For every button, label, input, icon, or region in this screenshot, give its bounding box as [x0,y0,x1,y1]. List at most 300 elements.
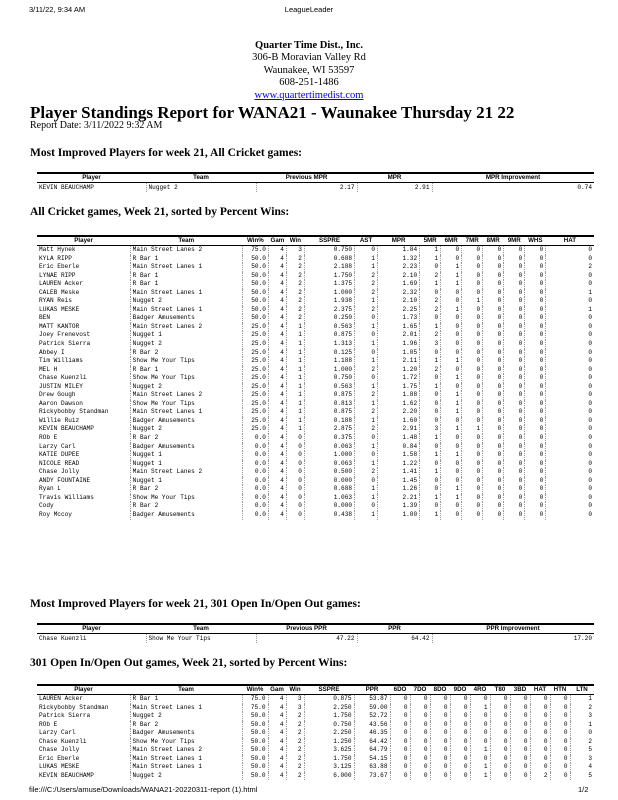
table-cell: 0 [525,434,546,443]
table-cell: 0 [286,434,304,443]
table-cell: KEVIN BEAUCHAMP [37,183,146,193]
table-cell: 0 [530,746,550,755]
table-cell: 2 [286,280,304,289]
table-cell: 0 [462,391,483,400]
table-cell: 0 [420,391,441,400]
table-cell: 4 [268,306,286,315]
table-cell: 1 [441,374,462,383]
table-cell: 0 [510,712,530,721]
table-cell: 0 [504,366,525,375]
table-cell: 0 [483,331,504,340]
table-cell: Main Street Lanes 2 [130,391,242,400]
table-cell: 2 [286,772,304,781]
table-cell: 2.17 [256,183,357,193]
table-cell: Nugget 1 [130,451,242,460]
table-cell: 0 [504,289,525,298]
table-cell: 0 [462,502,483,511]
table-cell: 1 [441,391,462,400]
table-cell: 2 [420,366,441,375]
column-header: SSPRE [304,685,354,695]
table-cell: 0 [588,468,592,476]
table-cell: R Bar 2 [130,434,242,443]
table-cell: 0 [504,306,525,315]
table-row [37,511,594,520]
table-row [37,331,594,340]
table-cell: 0 [525,314,546,323]
table-cell: 0 [450,763,470,772]
table-row [37,695,594,704]
table-cell: Nugget 1 [130,477,242,486]
table-cell: 0.063 [304,460,354,469]
column-header: AST [355,236,378,246]
table-row [37,502,594,511]
table-cell: 0 [462,314,483,323]
table-cell: 1 [462,425,483,434]
table-cell: 2.91 [357,183,432,193]
table-cell: 4 [268,323,286,332]
company-website-link[interactable]: www.quartertimedist.com [254,89,364,101]
table-cell: 0 [470,712,490,721]
table-cell: Main Street Lanes 1 [130,289,242,298]
table-cell: 0 [525,280,546,289]
table-cell: 0 [462,408,483,417]
table-cell: R Bar 2 [130,485,242,494]
table-cell: 25.0 [242,425,268,434]
table-cell: 0 [504,425,525,434]
table-cell: 0 [525,451,546,460]
table-cell: 2 [355,391,378,400]
table-cell: 0 [525,272,546,281]
table-cell: 6.000 [304,772,354,781]
table-cell: 0 [504,417,525,426]
table-cell: 1 [355,340,378,349]
table-cell: 1 [470,746,490,755]
table-cell: 3 [588,754,592,762]
table-cell: 2 [355,306,378,315]
table-cell: 0 [504,255,525,264]
table-cell: 52.72 [354,712,390,721]
table-cell: 59.00 [354,704,390,713]
table-cell: 2.32 [378,289,420,298]
table-cell: 0 [355,314,378,323]
table-cell: 2 [286,314,304,323]
table-row [37,263,594,272]
table-row [37,451,594,460]
table-cell: 0 [420,374,441,383]
table-cell: 0.563 [304,383,354,392]
table-cell: 0 [355,331,378,340]
table-cell: 4 [268,729,286,738]
table-cell: 1 [286,366,304,375]
table-cell: MEL H [37,366,130,375]
table-cell: 3 [286,246,304,255]
table-cell: Rickybobby Standman [37,408,130,417]
table-cell: 2 [286,255,304,264]
table-cell: 0 [510,772,530,781]
table-cell: 1.32 [378,255,420,264]
table-cell: 2.250 [304,704,354,713]
table-row [37,443,594,452]
report-date: Report Date: 3/11/2022 9:32 AM [30,120,163,131]
table-cell: 0 [504,502,525,511]
table-cell: 0 [483,280,504,289]
table-cell: 46.35 [354,729,390,738]
table-cell: 0 [286,502,304,511]
company-address-line1: 306-B Moravian Valley Rd [252,52,366,64]
improved-301-heading: Most Improved Players for week 21, 301 Open In/Open Out games: [30,598,361,610]
table-cell: 0 [450,755,470,764]
table-cell: 2 [286,272,304,281]
table-cell: 1 [286,331,304,340]
table-cell: 0 [588,408,592,416]
table-cell: 2.25 [378,306,420,315]
table-cell: 0 [530,712,550,721]
column-header: 8DO [430,685,450,695]
table-cell: 50.0 [242,306,268,315]
table-cell: 2 [420,306,441,315]
table-cell: 0 [420,443,441,452]
table-cell: 0 [483,494,504,503]
table-cell: 0 [483,400,504,409]
table-cell: 0 [441,383,462,392]
table-cell: 0 [450,746,470,755]
table-cell: 0 [525,263,546,272]
table-cell: 2 [355,272,378,281]
table-cell: 0 [588,314,592,322]
table-cell: 4 [268,502,286,511]
table-cell: 0 [550,738,570,747]
table-cell: 75.0 [242,246,268,255]
table-row [37,417,594,426]
table-cell: 0 [510,763,530,772]
column-header: Team [130,236,242,246]
table-cell: 2.375 [304,306,354,315]
table-cell: 0 [483,417,504,426]
table-cell: 0 [286,460,304,469]
table-cell: 0 [530,704,550,713]
table-cell: LAUREN Acker [37,695,130,704]
table-cell: 50.0 [242,280,268,289]
table-cell: 43.56 [354,721,390,730]
table-cell: KEVIN BEAUCHAMP [37,772,130,781]
table-cell: 2 [286,306,304,315]
table-cell: 4 [268,695,286,704]
table-cell: 2 [286,297,304,306]
table-row [37,712,594,721]
table-cell: 1 [420,255,441,264]
table-cell: 0 [355,477,378,486]
table-cell: LAUREN Acker [37,280,130,289]
table-cell: 0 [588,459,592,467]
table-cell: 0 [441,477,462,486]
table-row [37,746,594,755]
table-cell: 0 [588,485,592,493]
table-cell: 0.813 [304,400,354,409]
table-cell: 0 [504,263,525,272]
table-cell: 0 [483,502,504,511]
table-cell: 0 [504,374,525,383]
table-cell: 0.0 [242,434,268,443]
table-cell: 25.0 [242,374,268,383]
table-cell: 0 [504,477,525,486]
table-cell: Show Me Your Tips [146,634,256,644]
table-cell: 0 [504,443,525,452]
table-cell: 0 [504,511,525,520]
column-header: PPR Improvement [432,624,594,634]
table-cell: 0 [410,772,430,781]
table-cell: 1.750 [304,712,354,721]
table-row [37,297,594,306]
table-cell: 0.0 [242,443,268,452]
table-cell: 0 [490,712,510,721]
table-cell: Nugget 2 [130,425,242,434]
table-cell: 0 [530,738,550,747]
table-cell: Roy Mccoy [37,511,130,520]
table-cell: 0 [550,772,570,781]
table-cell: 0 [420,263,441,272]
table-cell: 1.00 [378,511,420,520]
table-cell: Chase Kuenzli [37,738,130,747]
column-header: LTN [570,685,594,695]
table-row [37,280,594,289]
table-cell: 0 [390,738,410,747]
table-cell: 0 [483,263,504,272]
table-cell: 0 [462,289,483,298]
table-cell: 0 [462,340,483,349]
column-header: Previous PPR [256,624,357,634]
table-cell: 0 [450,721,470,730]
table-cell: 3 [286,704,304,713]
table-cell: 1.000 [304,451,354,460]
table-cell: 50.0 [242,712,268,721]
table-cell: Chase Kuenzli [37,634,146,644]
table-cell: 50.0 [242,255,268,264]
table-cell: 2 [530,772,550,781]
table-cell: 0 [588,280,592,288]
table-cell: 25.0 [242,366,268,375]
table-cell: 0 [504,323,525,332]
table-cell: 0 [588,416,592,424]
table-cell: 0 [390,704,410,713]
table-cell: 4 [268,443,286,452]
table-cell: 0 [510,721,530,730]
table-cell: 0 [355,502,378,511]
table-cell: 0 [550,712,570,721]
table-row [37,383,594,392]
table-cell: 0 [462,374,483,383]
column-header: 3BD [510,685,530,695]
column-header: Player [37,173,146,183]
table-cell: Badger Amusements [130,417,242,426]
column-header: PPR [354,685,390,695]
table-cell: 1 [441,272,462,281]
table-cell: Main Street Lanes 1 [130,763,242,772]
table-row [37,485,594,494]
table-cell: 0.0 [242,511,268,520]
table-cell: LUKAS MESKE [37,306,130,315]
table-cell: KYLA RIPP [37,255,130,264]
table-cell: RYAN Reis [37,297,130,306]
table-cell: 1.75 [378,383,420,392]
table-cell: 0.063 [304,443,354,452]
column-header: HAT [530,685,550,695]
table-cell: 0 [525,511,546,520]
table-cell: Main Street Lanes 2 [130,323,242,332]
table-cell: 0 [390,763,410,772]
table-row [37,425,594,434]
table-cell: 0 [430,772,450,781]
table-cell: 0 [525,400,546,409]
table-cell: 0 [588,399,592,407]
table-cell: 0 [525,331,546,340]
table-cell: 0 [462,331,483,340]
table-cell: 0 [525,391,546,400]
table-cell: 0 [483,340,504,349]
table-cell: 4 [268,366,286,375]
table-cell: 0 [286,468,304,477]
table-cell: 1 [286,349,304,358]
table-cell: 0 [525,460,546,469]
table-cell: 4 [588,763,592,771]
table-cell: R Bar 1 [130,366,242,375]
table-cell: 1.69 [378,280,420,289]
table-cell: 1.41 [378,468,420,477]
table-cell: 0.750 [304,721,354,730]
table-cell: 2 [420,297,441,306]
table-cell: 0 [530,755,550,764]
table-cell: 50.0 [242,289,268,298]
table-row [37,460,594,469]
table-cell: 0 [588,297,592,305]
table-cell: 0 [490,763,510,772]
table-cell: 3.625 [304,746,354,755]
table-cell: 2 [588,737,592,745]
table-cell: 2 [286,289,304,298]
table-cell: 0 [390,755,410,764]
table-cell: 0 [420,417,441,426]
print-datetime: 3/11/22, 9:34 AM [29,5,86,14]
table-cell: 1 [420,280,441,289]
table-cell: 2.01 [378,331,420,340]
table-cell: 25.0 [242,323,268,332]
column-header: 9MR [504,236,525,246]
table-row [37,400,594,409]
table-cell: 1 [420,383,441,392]
table-cell: 0 [430,721,450,730]
table-cell: Nugget 1 [130,460,242,469]
table-cell: Nugget 2 [130,383,242,392]
table-cell: 0.500 [304,468,354,477]
table-cell: 1 [470,772,490,781]
table-cell: 4 [268,460,286,469]
table-cell: 2.250 [304,729,354,738]
table-cell: 4 [268,280,286,289]
table-cell: 64.42 [357,634,432,644]
table-cell: 0 [420,460,441,469]
table-cell: 2 [355,289,378,298]
table-cell: 4 [268,425,286,434]
table-cell: Nugget 2 [146,183,256,193]
table-cell: 0 [483,297,504,306]
table-cell: 0 [390,746,410,755]
table-cell: 1.65 [378,323,420,332]
table-cell: 0 [286,477,304,486]
table-cell: 1.48 [378,434,420,443]
table-cell: 0 [462,451,483,460]
table-cell: 0 [483,349,504,358]
table-cell: 50.0 [242,272,268,281]
table-cell: 0 [504,485,525,494]
table-cell: 2.10 [378,297,420,306]
table-cell: 25.0 [242,383,268,392]
table-cell: 1.88 [378,391,420,400]
table-cell: 0 [550,695,570,704]
table-cell: 17.20 [573,635,592,642]
table-cell: 0 [483,468,504,477]
table-cell: 0.875 [304,695,354,704]
table-cell: 0 [462,485,483,494]
cricket-standings-table [37,235,594,520]
table-cell: 0 [525,477,546,486]
table-cell: Patrick Sierra [37,340,130,349]
table-cell: 0 [462,460,483,469]
table-cell: 0 [390,712,410,721]
table-cell: 0 [588,510,592,518]
table-cell: 4 [268,494,286,503]
table-cell: 0 [410,746,430,755]
table-cell: 0 [504,468,525,477]
table-row [37,314,594,323]
table-cell: 0 [588,502,592,510]
table-cell: 0 [504,280,525,289]
column-header: 5MR [420,236,441,246]
table-cell: 1 [441,494,462,503]
table-cell: 0 [490,772,510,781]
table-cell: 1.375 [304,280,354,289]
column-header: Win% [242,685,268,695]
table-cell: Matt Hynek [37,246,130,255]
table-cell: 1.938 [304,297,354,306]
table-cell: 0 [525,349,546,358]
table-cell: 0 [420,477,441,486]
table-cell: 0 [410,729,430,738]
table-row [37,357,594,366]
table-cell: 0 [483,477,504,486]
table-cell: 1.45 [378,477,420,486]
table-cell: 1 [420,434,441,443]
table-cell: NICOLE READ [37,460,130,469]
table-cell: 0 [441,289,462,298]
report-title: Player Standings Report for WANA21 - Waunakee Thursday 21 22 [30,103,515,122]
column-header: 7DO [410,685,430,695]
table-cell: 50.0 [242,297,268,306]
table-cell: 1 [588,695,592,702]
table-cell: 1 [355,460,378,469]
table-cell: 0 [470,755,490,764]
table-row [37,634,594,644]
table-row [37,468,594,477]
table-cell: 4 [268,408,286,417]
table-cell: 0 [420,349,441,358]
table-cell: 0 [588,348,592,356]
table-cell: Joey Frenevost [37,331,130,340]
improved-cricket-heading: Most Improved Players for week 21, All Cricket games: [30,147,303,159]
table-cell: Show Me Your Tips [130,357,242,366]
table-cell: 4 [268,314,286,323]
column-header: Win [286,685,304,695]
table-cell: Main Street Lanes 1 [130,408,242,417]
table-cell: Main Street Lanes 2 [130,246,242,255]
